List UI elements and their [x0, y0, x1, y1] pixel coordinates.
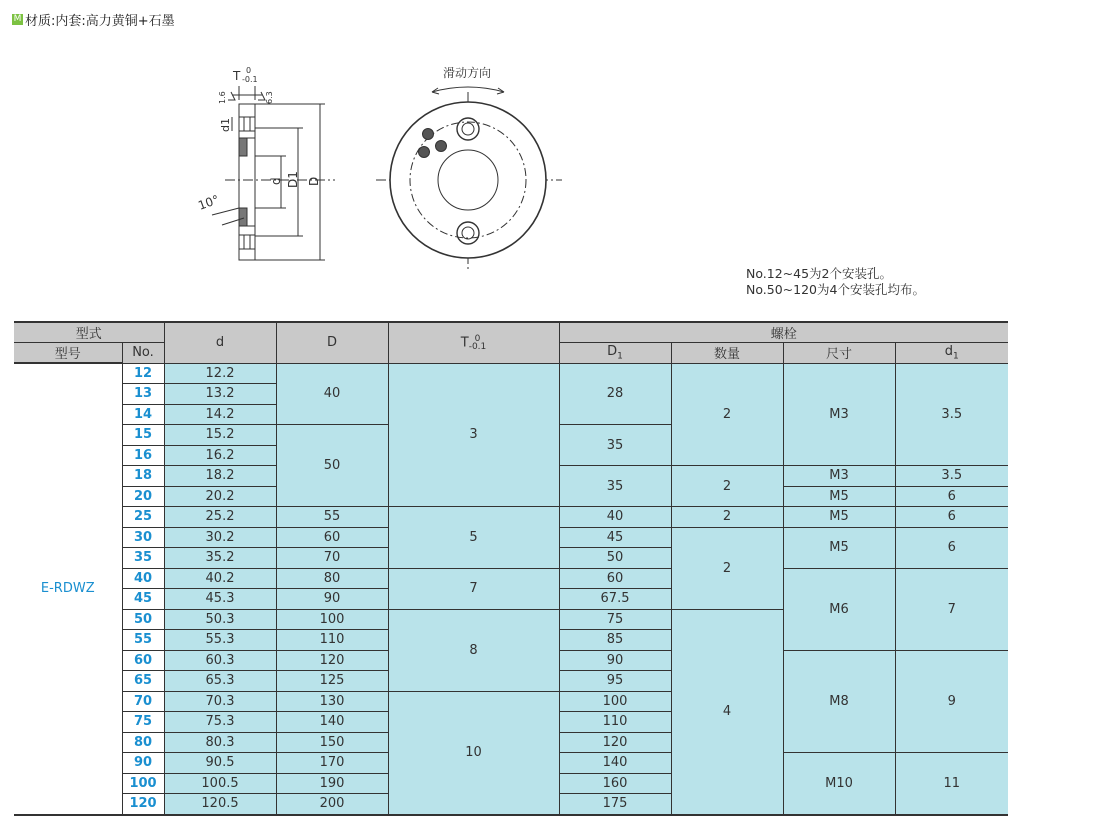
cell-d: 80.3 — [164, 732, 276, 753]
header-model: 型号 — [14, 343, 122, 364]
header-d1-sub: 1 — [953, 351, 959, 362]
header-D1-text: D — [607, 343, 618, 359]
cell-d: 120.5 — [164, 794, 276, 815]
cell-d1: 11 — [895, 753, 1008, 815]
cell-D: 130 — [276, 691, 388, 712]
cell-T: 7 — [388, 568, 559, 609]
material-text: 材质:内套:高力黄铜+石墨 — [25, 14, 175, 29]
t-tolerance-sup: 0 — [246, 66, 252, 75]
header-d: d — [164, 322, 276, 363]
header-T-sub: -0.1 — [468, 341, 487, 352]
cell-T: 3 — [388, 363, 559, 507]
row-no: 50 — [122, 609, 164, 630]
cell-D1: 67.5 — [559, 589, 671, 610]
row-no: 25 — [122, 507, 164, 528]
material-badge: M — [13, 14, 22, 24]
cell-size: M5 — [783, 507, 895, 528]
header-type-group: 型式 — [14, 322, 164, 343]
cell-d: 45.3 — [164, 589, 276, 610]
cell-d: 18.2 — [164, 466, 276, 487]
cell-d: 65.3 — [164, 671, 276, 692]
type-name: E-RDWZ — [14, 363, 122, 815]
front-view — [376, 65, 562, 270]
cell-d: 70.3 — [164, 691, 276, 712]
row-no: 75 — [122, 712, 164, 733]
cell-D1: 110 — [559, 712, 671, 733]
cell-d: 14.2 — [164, 404, 276, 425]
header-d1-text: d — [944, 343, 954, 359]
cell-d1: 6 — [895, 486, 1008, 507]
side-section-view — [196, 66, 335, 260]
cell-D1: 90 — [559, 650, 671, 671]
dim-d1: d1 — [219, 118, 232, 132]
header-no: No. — [122, 343, 164, 364]
cell-T: 5 — [388, 507, 559, 569]
cell-qty: 2 — [671, 527, 783, 609]
cell-d: 25.2 — [164, 507, 276, 528]
cell-d1: 9 — [895, 650, 1008, 753]
header-size: 尺寸 — [783, 343, 895, 364]
cell-D1: 140 — [559, 753, 671, 774]
header-D1 — [559, 343, 671, 364]
header-d1 — [895, 343, 1008, 364]
cell-D1: 60 — [559, 568, 671, 589]
header-D1-sub: 1 — [617, 351, 623, 362]
row-no: 16 — [122, 445, 164, 466]
header-bolt: 螺栓 — [559, 322, 1008, 343]
cell-D1: 95 — [559, 671, 671, 692]
note-line: No.50~120为4个安装孔均布。 — [746, 282, 925, 297]
cell-D: 80 — [276, 568, 388, 589]
cell-d: 15.2 — [164, 425, 276, 446]
row-no: 30 — [122, 527, 164, 548]
cell-d1: 6 — [895, 527, 1008, 568]
row-no: 45 — [122, 589, 164, 610]
cell-d: 40.2 — [164, 568, 276, 589]
row-no: 55 — [122, 630, 164, 651]
table-header-row — [14, 322, 1008, 343]
note-line: No.12~45为2个安装孔。 — [746, 266, 892, 281]
cell-D1: 40 — [559, 507, 671, 528]
roughness-right: 6.3 — [265, 91, 274, 104]
row-no: 60 — [122, 650, 164, 671]
cell-D1: 35 — [559, 466, 671, 507]
cell-d: 60.3 — [164, 650, 276, 671]
cell-size: M5 — [783, 486, 895, 507]
row-no: 20 — [122, 486, 164, 507]
cell-D1: 75 — [559, 609, 671, 630]
row-no: 18 — [122, 466, 164, 487]
row-no: 100 — [122, 773, 164, 794]
table-row — [14, 363, 1008, 384]
cell-D: 150 — [276, 732, 388, 753]
cell-D1: 28 — [559, 363, 671, 425]
cell-d: 12.2 — [164, 363, 276, 384]
dim-d: d — [269, 177, 283, 185]
row-no: 15 — [122, 425, 164, 446]
header-T — [388, 322, 559, 363]
cell-D1: 160 — [559, 773, 671, 794]
cell-D: 50 — [276, 425, 388, 507]
cell-D: 110 — [276, 630, 388, 651]
t-tolerance-label: T — [233, 69, 241, 83]
sliding-direction-label: 滑动方向 — [443, 66, 492, 80]
dim-D: D — [307, 176, 321, 186]
row-no: 35 — [122, 548, 164, 569]
cell-qty: 2 — [671, 363, 783, 466]
cell-size: M10 — [783, 753, 895, 815]
row-no: 13 — [122, 384, 164, 405]
dim-D1: D1 — [286, 171, 300, 188]
cell-D: 90 — [276, 589, 388, 610]
cell-D: 140 — [276, 712, 388, 733]
cell-qty: 2 — [671, 466, 783, 507]
header-T-sup: 0 — [474, 333, 481, 344]
mounting-notes — [746, 266, 925, 298]
t-tolerance-sub: -0.1 — [242, 75, 258, 84]
technical-drawings — [0, 0, 1100, 320]
cell-D: 190 — [276, 773, 388, 794]
cell-d: 55.3 — [164, 630, 276, 651]
cell-d: 13.2 — [164, 384, 276, 405]
cell-d: 30.2 — [164, 527, 276, 548]
cell-D: 40 — [276, 363, 388, 425]
cell-qty: 4 — [671, 609, 783, 815]
header-qty: 数量 — [671, 343, 783, 364]
cell-D1: 120 — [559, 732, 671, 753]
cell-D: 55 — [276, 507, 388, 528]
cell-size: M3 — [783, 466, 895, 487]
header-D: D — [276, 322, 388, 363]
cell-D: 170 — [276, 753, 388, 774]
table-row — [14, 507, 1008, 528]
cell-size: M5 — [783, 527, 895, 568]
row-no: 14 — [122, 404, 164, 425]
row-no: 65 — [122, 671, 164, 692]
cell-D1: 50 — [559, 548, 671, 569]
cell-D1: 175 — [559, 794, 671, 815]
cell-qty: 2 — [671, 507, 783, 528]
row-no: 90 — [122, 753, 164, 774]
cell-D: 100 — [276, 609, 388, 630]
cell-D: 120 — [276, 650, 388, 671]
cell-D: 70 — [276, 548, 388, 569]
cell-d: 90.5 — [164, 753, 276, 774]
cell-T: 8 — [388, 609, 559, 691]
cell-d: 50.3 — [164, 609, 276, 630]
cell-size: M8 — [783, 650, 895, 753]
cell-D1: 85 — [559, 630, 671, 651]
cell-d: 16.2 — [164, 445, 276, 466]
row-no: 80 — [122, 732, 164, 753]
spec-table — [14, 321, 1008, 816]
row-no: 70 — [122, 691, 164, 712]
cell-D1: 100 — [559, 691, 671, 712]
cell-D: 200 — [276, 794, 388, 815]
cell-d1: 7 — [895, 568, 1008, 650]
row-no: 40 — [122, 568, 164, 589]
cell-D1: 35 — [559, 425, 671, 466]
row-no: 120 — [122, 794, 164, 815]
cell-D: 60 — [276, 527, 388, 548]
row-no: 12 — [122, 363, 164, 384]
cell-d1: 3.5 — [895, 363, 1008, 466]
angle-label: 10° — [196, 192, 222, 213]
table-row — [14, 568, 1008, 589]
cell-D1: 45 — [559, 527, 671, 548]
cell-D: 125 — [276, 671, 388, 692]
roughness-left: 1.6 — [218, 91, 227, 104]
cell-d: 75.3 — [164, 712, 276, 733]
cell-d1: 6 — [895, 507, 1008, 528]
cell-size: M3 — [783, 363, 895, 466]
header-T-text: T — [460, 335, 469, 351]
cell-T: 10 — [388, 691, 559, 815]
cell-d1: 3.5 — [895, 466, 1008, 487]
cell-size: M6 — [783, 568, 895, 650]
cell-d: 35.2 — [164, 548, 276, 569]
cell-d: 100.5 — [164, 773, 276, 794]
cell-d: 20.2 — [164, 486, 276, 507]
